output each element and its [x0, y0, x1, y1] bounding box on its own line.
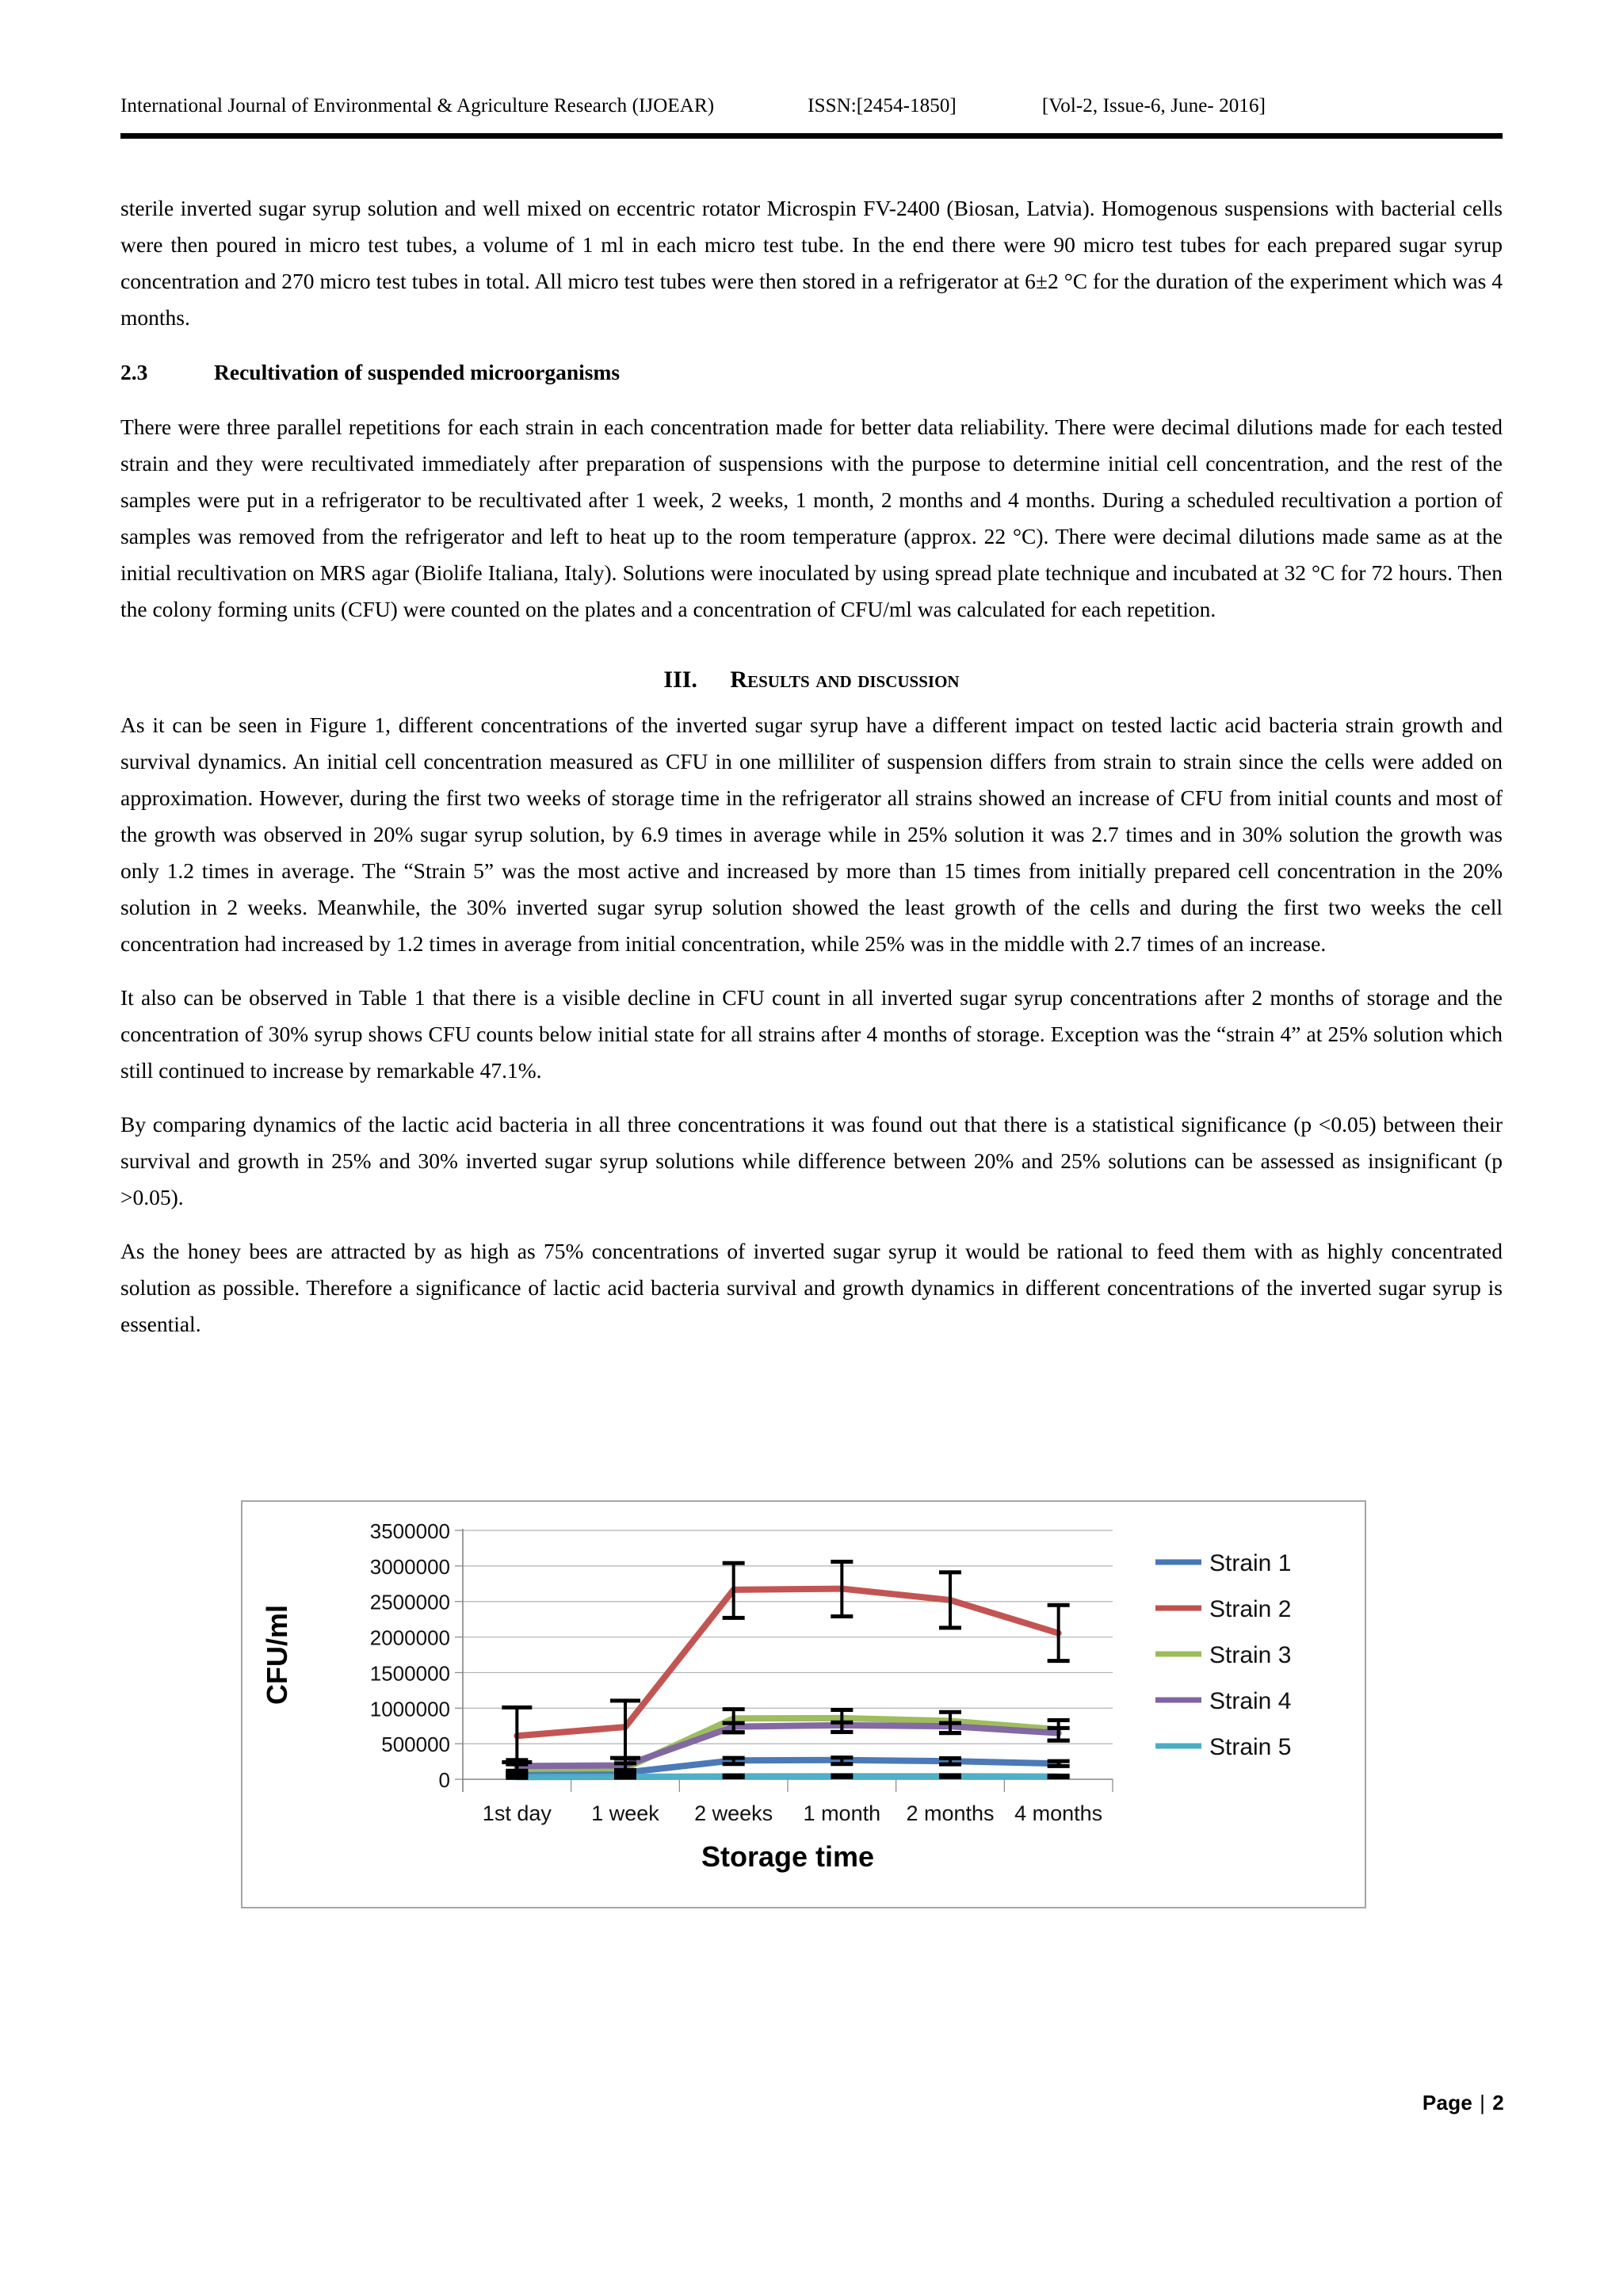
footer-page-label: Page [1422, 2091, 1473, 2115]
chapter-title: Results and discussion [730, 667, 960, 693]
y-axis-title: CFU/ml [261, 1605, 293, 1705]
section-title: Recultivation of suspended microorganisms [214, 360, 621, 384]
error-bar [939, 1775, 961, 1777]
y-axis-tick-label: 3500000 [369, 1519, 450, 1543]
series-line-5 [517, 1776, 1058, 1777]
y-axis-tick-label: 1500000 [369, 1661, 450, 1686]
section-heading-2-3 [120, 357, 1503, 388]
chapter-heading-results [120, 664, 1503, 696]
y-axis-tick-label: 1000000 [369, 1697, 450, 1721]
x-axis-tick-label: 1 month [803, 1801, 881, 1825]
paragraph-recultivation: There were three parallel repetitions for each strain in each concentration made for better data reliability. There were decimal dilutions made for each tested strain and they were recultivated immediately after preparation of suspensions with the purpose to determine initial cell concentration, and the rest of the samples were put in a refrigerator to be recultivated after 1 week, 2 weeks, 1 month, 2 months and 4 months. During a scheduled recultivation a portion of samples was removed from the refrigerator and left to heat up to the room temperature (approx. 22 °C). There were decimal dilutions made same as at the initial recultivation on MRS agar (Biolife Italiana, Italy). Solutions were inoculated by using spread plate technique and incubated at 32 °C for 72 hours. Then the colony forming units (CFU) were counted on the plates and a concentration of CFU/ml was calculated for each repetition. [120, 415, 1503, 621]
x-axis-tick-label: 4 months [1014, 1801, 1103, 1825]
journal-title: International Journal of Environmental & Agriculture Research (IJOEAR) [120, 95, 715, 117]
x-axis-tick-label: 1st day [482, 1801, 552, 1825]
error-bar [1048, 1775, 1070, 1777]
footer-page-number: 2 [1492, 2091, 1504, 2115]
y-axis-tick-label: 2500000 [369, 1590, 450, 1614]
legend-label-2: Strain 2 [1209, 1596, 1292, 1622]
paragraph-results-1: As it can be seen in Figure 1, different concentrations of the inverted sugar syrup have a different impact on tested lactic acid bacteria strain growth and survival dynamics. An initial cell concentration measured as CFU in one milliliter of suspension differs from strain to strain since the cells were added on approximation. However, during the first two weeks of storage time in the refrigerator all strains showed an increase of CFU from initial counts and most of the growth was observed in 20% sugar syrup solution, by 6.9 times in average while in 25% solution it was 2.7 times and in 30% solution the growth was only 1.2 times in average. The “Strain 5” was the most active and increased by more than 15 times from initially prepared cell concentration in the 20% solution in 2 weeks. Meanwhile, the 30% inverted sugar syrup solution showed the least growth of the cells and during the first two weeks the cell concentration had increased by 1.2 times in average from initial concentration, while 25% was in the middle with 2.7 times of an increase. [120, 712, 1503, 956]
x-axis-tick-label: 2 weeks [694, 1801, 773, 1825]
issn-label: ISSN:[2454-1850] [808, 95, 957, 117]
paragraph-results-4: As the honey bees are attracted by as high as 75% concentrations of inverted sugar syrup it would be rational to feed them with as highly concentrated solution as possible. Therefore a significance of lactic acid bacteria survival and growth dynamics in different concentrations of the inverted sugar syrup is essential. [120, 1239, 1503, 1336]
x-axis-tick-label: 1 week [591, 1801, 659, 1825]
legend-label-3: Strain 3 [1209, 1642, 1292, 1668]
y-axis-tick-label: 500000 [381, 1733, 450, 1757]
paragraph-results-2: It also can be observed in Table 1 that there is a visible decline in CFU count in all inverted sugar syrup concentrations after 2 months of storage and the concentration of 30% syrup shows CFU counts below initial state for all strains after 4 months of storage. Exception was the “strain 4” at 25% solution which still continued to increase by remarkable 47.1%. [120, 985, 1503, 1083]
header-divider [120, 133, 1503, 139]
y-axis-tick-label: 0 [438, 1768, 450, 1792]
y-axis-tick-label: 2000000 [369, 1626, 450, 1650]
error-bar [506, 1776, 528, 1778]
figure-1-chart-frame [241, 1500, 1366, 1908]
error-bar [614, 1776, 636, 1778]
chart-canvas [242, 1502, 1365, 1907]
x-axis-title: Storage time [701, 1840, 875, 1873]
paragraph-continued: sterile inverted sugar syrup solution and well mixed on eccentric rotator Microspin FV-2400 (Biosan, Latvia). Homogenous suspensions with bacterial cells were then poured in micro test tubes, a volume of 1 ml in each micro test tube. In the end there were 90 micro test tubes for each prepared sugar syrup concentration and 270 micro test tubes in total. All micro test tubes were then stored in a refrigerator at 6±2 °C for the duration of the experiment which was 4 months. [120, 196, 1503, 330]
footer-separator: | [1480, 2091, 1486, 2115]
running-header [120, 95, 1515, 117]
document-body [120, 190, 1503, 1343]
cfu-vs-storage-time-line-chart [242, 1502, 1365, 1907]
error-bar [723, 1775, 745, 1777]
legend-label-4: Strain 4 [1209, 1688, 1292, 1714]
series-line-2 [517, 1589, 1058, 1736]
legend-label-1: Strain 1 [1209, 1550, 1292, 1576]
x-axis-tick-label: 2 months [906, 1801, 995, 1825]
y-axis-tick-label: 3000000 [369, 1554, 450, 1579]
legend-label-5: Strain 5 [1209, 1734, 1292, 1760]
volume-issue-label: [Vol-2, Issue-6, June- 2016] [1041, 95, 1266, 117]
section-number: 2.3 [120, 360, 148, 384]
paragraph-results-3: By comparing dynamics of the lactic acid bacteria in all three concentrations it was found out that there is a statistical significance (p <0.05) between their survival and growth in 25% and 30% inverted sugar syrup solutions while difference between 20% and 25% solutions can be assessed as insignificant (p >0.05). [120, 1112, 1503, 1209]
page-footer [1423, 2091, 1504, 2115]
error-bar [831, 1775, 853, 1777]
chapter-numeral: III. [663, 667, 697, 693]
